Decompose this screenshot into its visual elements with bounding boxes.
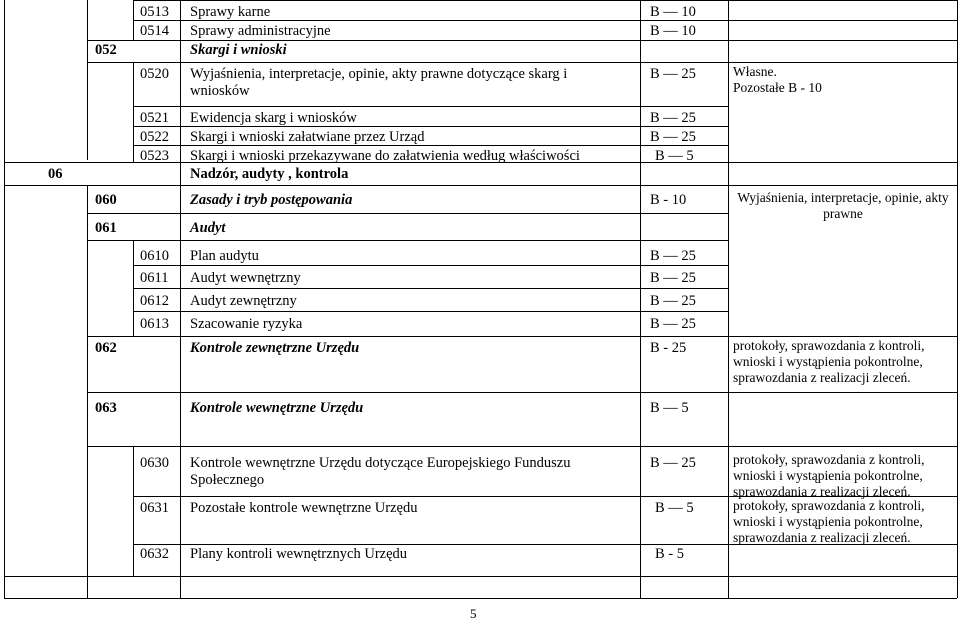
table-line: [4, 185, 957, 186]
row-title: Skargi i wnioski: [190, 42, 287, 58]
row-title: Kontrole wewnętrzne Urzędu: [190, 400, 364, 416]
table-line: [87, 213, 728, 214]
row-title: Kontrole wewnętrzne Urzędu dotyczące Europejskiego Funduszu Społecznego: [190, 455, 571, 488]
table-line: [87, 62, 957, 63]
row-code: 0513: [140, 4, 169, 20]
row-code: 0630: [140, 455, 169, 471]
table-line: [87, 40, 957, 41]
row-category: B — 25: [650, 248, 696, 264]
row-note: Pozostałe B - 10: [733, 80, 822, 95]
row-category: B — 5: [655, 500, 694, 516]
table-line: [133, 265, 728, 266]
row-title: Audyt wewnętrzny: [190, 270, 301, 286]
row-title: Kontrole zewnętrzne Urzędu: [190, 340, 360, 356]
row-code: 0631: [140, 500, 169, 516]
row-title: Zasady i tryb postępowania: [190, 192, 353, 208]
row-category: B - 5: [655, 546, 684, 562]
row-code: 0611: [140, 270, 169, 286]
row-category: B — 10: [650, 23, 696, 39]
row-title: Nadzór, audyty , kontrola: [190, 166, 349, 182]
table-line: [180, 0, 181, 598]
table-line: [133, 288, 728, 289]
table-line: [87, 336, 957, 337]
row-code: 062: [95, 340, 117, 356]
table-line: [87, 446, 957, 447]
row-category: B - 25: [650, 340, 687, 356]
row-code: 061: [95, 220, 117, 236]
row-category: B — 5: [650, 400, 689, 416]
table-line: [133, 106, 728, 107]
table-line: [133, 311, 728, 312]
page-number: 5: [470, 606, 477, 621]
row-note: Wyjaśnienia, interpretacje, opinie, akty prawne: [737, 190, 949, 221]
row-note: Własne.: [733, 64, 777, 79]
row-title: Szacowanie ryzyka: [190, 316, 303, 332]
table-line: [4, 598, 957, 599]
table-line: [87, 0, 88, 160]
row-category: B — 25: [650, 66, 696, 82]
row-title: Audyt: [190, 220, 226, 236]
row-code: 0610: [140, 248, 169, 264]
row-code: 0514: [140, 23, 169, 39]
row-title: Sprawy administracyjne: [190, 23, 331, 39]
table-line: [640, 0, 641, 598]
row-category: B — 25: [650, 455, 696, 471]
table-line: [133, 446, 134, 576]
row-category: B — 25: [650, 110, 696, 126]
row-category: B — 5: [655, 148, 694, 164]
row-category: B — 25: [650, 293, 696, 309]
row-note: protokoły, sprawozdania z kontroli, wnioski i wystąpienia pokontrolne, sprawozdania z realizacji zleceń.: [733, 452, 925, 499]
table-line: [133, 0, 957, 1]
table-line: [87, 240, 728, 241]
row-title: Sprawy karne: [190, 4, 271, 20]
row-code: 060: [95, 192, 117, 208]
row-code: 0523: [140, 148, 169, 164]
row-title: Audyt zewnętrzny: [190, 293, 297, 309]
row-title: Pozostałe kontrole wewnętrzne Urzędu: [190, 500, 418, 516]
table-line: [728, 0, 729, 598]
table-line: [87, 392, 957, 393]
row-title: Plan audytu: [190, 248, 259, 264]
row-code: 0522: [140, 129, 169, 145]
row-code: 06: [48, 166, 63, 182]
row-category: B — 25: [650, 316, 696, 332]
row-title: Skargi i wnioski przekazywane do załatwienia według właściwości: [190, 148, 580, 164]
table-line: [957, 0, 958, 598]
row-note: protokoły, sprawozdania z kontroli, wnioski i wystąpienia pokontrolne, sprawozdania z realizacji zleceń.: [733, 338, 925, 385]
row-code: 0612: [140, 293, 169, 309]
row-title: Plany kontroli wewnętrznych Urzędu: [190, 546, 408, 562]
row-title: Wyjaśnienia, interpretacje, opinie, akty prawne dotyczące skarg i wniosków: [190, 66, 568, 99]
row-category: B — 25: [650, 129, 696, 145]
row-code: 063: [95, 400, 117, 416]
row-code: 0632: [140, 546, 169, 562]
row-code: 052: [95, 42, 117, 58]
row-code: 0520: [140, 66, 169, 82]
table-line: [4, 576, 957, 577]
row-title: Skargi i wnioski załatwiane przez Urząd: [190, 129, 425, 145]
table-line: [133, 62, 134, 162]
row-category: B - 10: [650, 192, 687, 208]
row-title: Ewidencja skarg i wniosków: [190, 110, 357, 126]
row-category: B — 25: [650, 270, 696, 286]
row-category: B — 10: [650, 4, 696, 20]
row-code: 0521: [140, 110, 169, 126]
row-code: 0613: [140, 316, 169, 332]
row-note: protokoły, sprawozdania z kontroli, wnioski i wystąpienia pokontrolne, sprawozdania z realizacji zleceń.: [733, 498, 925, 545]
table-line: [4, 0, 5, 598]
